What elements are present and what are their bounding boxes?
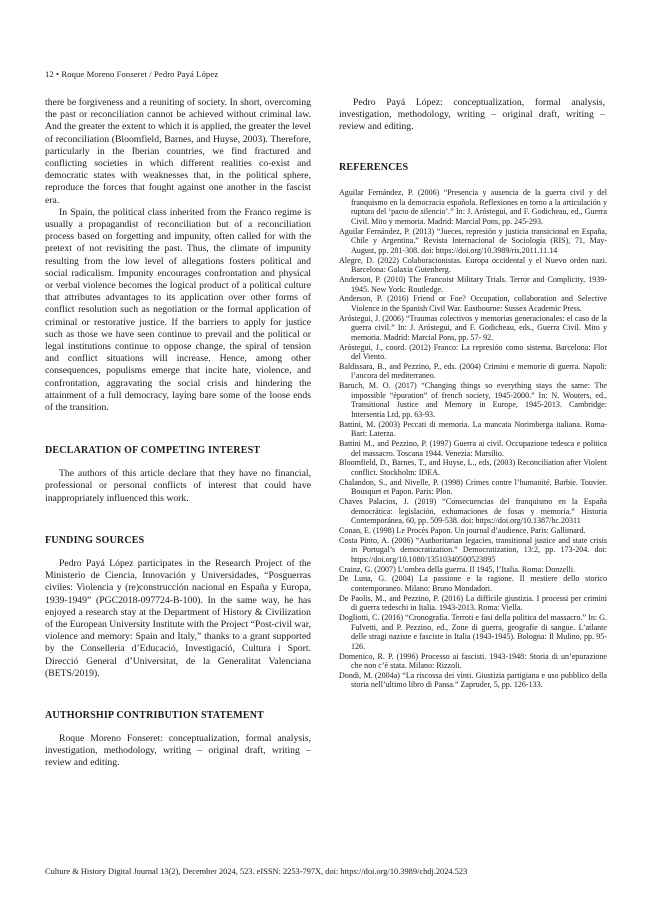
references-heading: REFERENCES	[339, 161, 409, 173]
reference-item: Battini, M. (2003) Peccati di memoria. La mancata Norimberga italiana. Roma-Bari: Laterza.	[339, 419, 607, 439]
right-column	[339, 97, 605, 173]
funding-heading: FUNDING SOURCES	[45, 534, 145, 546]
competing-interest-text: The authors of this article declare that they have no financial, professional or personal conflicts of interest that could have inappropriately influenced this work.	[45, 468, 311, 504]
references-list	[339, 188, 607, 690]
reference-item: Anderson, P. (2010) The Francoist Military Trials. Terror and Complicity, 1939-1945. New York: Routledge.	[339, 274, 607, 294]
reference-item: Dondi, M. (2004a) “La riscossa dei vinti. Giustizia partigiana e uso pubblico della storia nell’ultimo libro di Pansa.” Zapruder, 5, pp. 126-133.	[339, 670, 607, 690]
reference-item: Aguilar Fernández, P. (2006) “Presencia y ausencia de la guerra civil y del franquismo en la democracia española. Reflexiones en torno a la articulación y ruptura del ‘pacto de silencio’.” In: J. Aróstegui, and F. Godicheau, ed., Guerra Civil. Mito y memoria. Madrid: Marcial Pons, pp. 245-293.	[339, 188, 607, 226]
running-header: 12 • Roque Moreno Fonseret / Pedro Payá López	[45, 69, 219, 79]
reference-item: De Paolis, M., and Pezzino, P. (2016) La difficile giustizia. I processi per crimini di guerra tedeschi in Italia. 1943-2013. Roma: Viella.	[339, 593, 607, 613]
reference-item: Battini M., and Pezzino, P. (1997) Guerra ai civil. Occupazione tedesca e politica del massacro. Toscana 1944. Venezia: Marsilio.	[339, 439, 607, 458]
authorship-heading: AUTHORSHIP CONTRIBUTION STATEMENT	[45, 709, 265, 721]
reference-item: Baldissara, B., and Pezzino, P., eds. (2004) Crimini e memorie di guerra. Napoli: l’ancora del mediterraneo.	[339, 361, 607, 381]
reference-item: Baruch, M. O. (2017) “Changing things so everything stays the same: The impossible “épuration” of french society, 1945-2000.” In: N. Wouters, ed., Transitional Justice and Memory in Europe, 1945-2013. Cambridge: Intersentia Ltd, pp. 63-93.	[339, 381, 607, 420]
reference-item: Bloomfield, D., Barnes, T., and Huyse, L., eds, (2003) Reconciliation after Violent conflict. Stockholm: IDEA.	[339, 458, 607, 478]
reference-item: Crainz, G. (2007) L’ombra della guerra. Il 1945, l’Italia. Roma: Donzelli.	[339, 564, 576, 574]
reference-item: Anderson, P. (2016) Friend or Foe? Occupation, collaboration and Selective Violence in the Spanish Civil War. Eastbourne: Sussex Academic Press.	[339, 294, 607, 313]
authorship-text-continued: Pedro Payá López: conceptualization, formal analysis, investigation, methodology, writing – original draft, writing – review and editing.	[339, 97, 605, 133]
left-column	[45, 97, 311, 770]
reference-item: Dogliotti, C. (2016) “Cronografia. Terroti e fasi della politica del massacro.” In: G. Fulvetti, and P. Pezzino, ed., Zone di guerra, geografie di sangue. L’atlante delle stragi naziste e fasciste in Italia (1943-1945). Bologna: Il Mulino, pp. 95-126.	[339, 612, 607, 651]
page-footer: Culture & History Digital Journal 13(2), December 2024, 523. eISSN: 2253-797X, doi: https://doi.org/10.3989/chdj.2024.523	[45, 867, 468, 876]
body-paragraph: there be forgiveness and a reuniting of society. In short, overcoming the past or reconciliation cannot be achieved without criminal law. And the greater the extent to which it is applied, the greater the level of reconciliation (Bloomfield, Barnes, and Huyse, 2003). Therefore, particularly in the Iberian countries, we find fractured and conflicting societies in which different realities co-exist and democratic states with weaknesses that, in the political sphere, reproduce the forces that fought against one another in the fascist era.	[45, 97, 311, 206]
reference-item: Domenico, R. P. (1996) Processo ai fascisti. 1943-1948: Storia di un’epurazione che non c’è stata. Milano: Rizzoli.	[339, 651, 607, 671]
reference-item: Aróstegui, J. (2006) “Traumas colectivos y memorias generacionales: el caso de la guerra civil.” In: J. Aróstegui, and F. Godicheau, eds., Guerra Civil. Mito y memoria. Madrid: Marcial Pons, pp. 57- 92.	[339, 313, 607, 342]
competing-interest-heading: DECLARATION OF COMPETING INTEREST	[45, 445, 261, 457]
reference-item: Costa Pinto, A. (2006) “Authoritarian legacies, transitional justice and state crisis in Portugal’s democratization.” Democratization, 13:2, pp. 173-204. doi: https://doi.org/10.1080/13510340500523895	[339, 535, 607, 564]
authorship-text: Roque Moreno Fonseret: conceptualization, formal analysis, investigation, methodology, writing – original draft, writing – review and editing.	[45, 732, 311, 769]
reference-item: Aróstegui, J., coord. (2012) Franco: La represión como sistema. Barcelona: Flor del Viento.	[339, 342, 607, 362]
body-paragraph: In Spain, the political class inherited from the Franco regime is usually a propagandist of reconciliation but of a reconciliation process based on forgetting and impunity, often called for with the pretext of not revisiting the past. Thus, the climate of impunity resulting from the low level of allegations fosters political and social radicalism. Impunity encourages confrontation and physical or verbal violence becomes the logical product of a political culture that attributes advantages to its application over other forms of conflict resolution such as negotiation or the formal application of criminal or restorative justice. If the barriers to apply for justice such as those we have seen continue to prevail and the political or legal institutions continue to oppose change, the spiral of tension and conflict situations will increase. Hence, among other consequences, populisms emerge that incite hate, violence, and confrontation, aggravating the social crisis and hindering the attainment of a full democracy, laying bare some of the loose ends of the transition.	[45, 206, 311, 414]
funding-text: Pedro Payá López participates in the Research Project of the Ministerio de Ciencia, Innovación y Universidades, “Posguerras civiles: Violencia y (re)construcción nacional en España y Europa, 1939-1949” (PGC2018-097724-B-100). In the same way, he has enjoyed a research stay at the Department of History & Civilization of the European University Institute with the Project “Post-civil war, violence and memory: Spain and Italy,” thanks to a grant supported by the Conselleria d’Educació, Investigació, Cultura i Sport. Direcció General d’Universitat, de la Generalitat Valenciana (BETS/2019).	[45, 557, 311, 679]
reference-item: Alegre, D. (2022) Colaboracionistas. Europa occidental y el Nuevo orden nazi. Barcelona: Galaxia Gutenberg.	[339, 255, 607, 275]
reference-item: Conan, E. (1998) Le Procès Papon. Un journal d’audience. Paris: Gallimard.	[339, 525, 586, 535]
reference-item: De Luna, G. (2004) La passione e la ragione. Il mestiere dello storico contemporaneo. Milano: Bruno Mondadori.	[339, 574, 607, 593]
reference-item: Chaves Palacios, J. (2019) “Consecuencias del franquismo en la España democrática: legislación, exhumaciones de fosas y memoria.” Historia Contemporánea, 60, pp. 509-538. doi: https://doi.org/10.1387/hc.20311	[339, 497, 607, 526]
reference-item: Aguilar Fernández, P. (2013) “Jueces, represión y justicia transicional en España, Chile y Argentina.” Revista Internacional de Sociología (RIS), 71, May-August, pp. 281-308. doi: https://doi.org/10.3989/ris.2011.11.14	[339, 226, 607, 255]
reference-item: Chalandon, S., and Nivelle, P. (1998) Crimes contre l’humanité. Barbie. Touvier. Bousquet et Papon. Paris: Plon.	[339, 477, 607, 497]
